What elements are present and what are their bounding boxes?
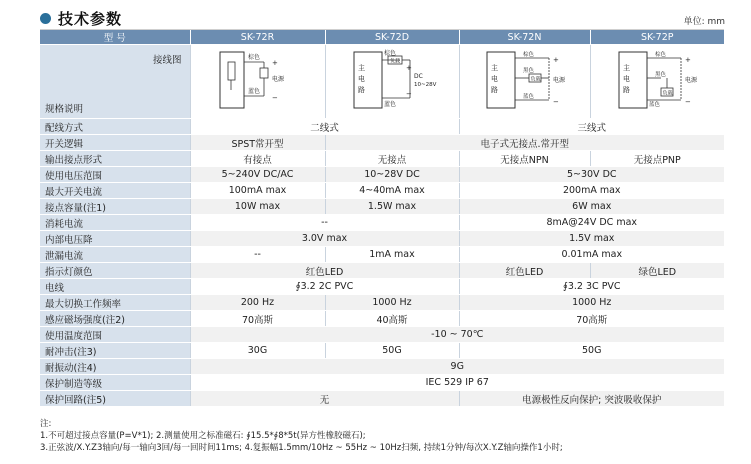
svg-text:蓝色: 蓝色 bbox=[247, 88, 260, 95]
spec-value-cell: IEC 529 IP 67 bbox=[190, 375, 724, 391]
spec-value-cell: 红色LED bbox=[190, 263, 459, 279]
spec-row bbox=[40, 263, 724, 279]
spec-value-cell: 0.01mA max bbox=[459, 247, 724, 263]
svg-text:黑色: 黑色 bbox=[522, 68, 534, 74]
pnp-wiring-diagram bbox=[609, 48, 705, 114]
svg-text:+: + bbox=[685, 56, 692, 64]
spec-row bbox=[40, 151, 724, 167]
spec-value-cell: 100mA max bbox=[190, 183, 325, 199]
spec-row-label: 电线 bbox=[40, 279, 190, 295]
unit-label: 单位: mm bbox=[683, 17, 725, 27]
spec-row bbox=[40, 199, 724, 215]
spec-value-cell: 5~30V DC bbox=[459, 167, 724, 183]
svg-text:电: 电 bbox=[623, 75, 631, 83]
spec-row bbox=[40, 247, 724, 263]
svg-text:+: + bbox=[271, 59, 278, 67]
spec-value-cell: 1000 Hz bbox=[459, 295, 724, 311]
spec-value-cell: -- bbox=[190, 247, 325, 263]
spec-row bbox=[40, 231, 724, 247]
svg-text:主: 主 bbox=[490, 64, 498, 72]
spec-value-cell: 有接点 bbox=[190, 151, 325, 167]
svg-text:−: − bbox=[552, 98, 559, 106]
spec-value-cell: 200 Hz bbox=[190, 295, 325, 311]
svg-text:电源: 电源 bbox=[552, 77, 565, 84]
spec-value-cell: 二线式 bbox=[190, 119, 459, 135]
spec-row-label: 接点容量(注1) bbox=[40, 199, 190, 215]
spec-value-cell: 30G bbox=[190, 343, 325, 359]
spec-value-cell: 3.0V max bbox=[190, 231, 459, 247]
spec-row bbox=[40, 391, 724, 407]
spec-value-cell: 无接点 bbox=[325, 151, 459, 167]
model-sk-72n: SK-72N bbox=[459, 30, 590, 45]
wiring-diagram-label-cell bbox=[40, 45, 190, 119]
svg-text:主: 主 bbox=[358, 64, 365, 72]
spec-value-cell: 70高斯 bbox=[459, 311, 724, 327]
spec-row bbox=[40, 343, 724, 359]
spec-row-label: 使用温度范围 bbox=[40, 327, 190, 343]
svg-text:电源: 电源 bbox=[685, 77, 698, 84]
spec-value-cell: 电源极性反向保护; 突波吸收保护 bbox=[459, 391, 724, 407]
spec-value-cell: 5~240V DC/AC bbox=[190, 167, 325, 183]
spec-row bbox=[40, 327, 724, 343]
svg-text:电: 电 bbox=[358, 75, 365, 83]
spec-row bbox=[40, 119, 724, 135]
svg-text:−: − bbox=[406, 90, 412, 98]
spec-value-cell: 10W max bbox=[190, 199, 325, 215]
spec-row bbox=[40, 183, 724, 199]
bullet-icon bbox=[40, 13, 51, 24]
svg-text:蓝色: 蓝色 bbox=[649, 102, 661, 108]
spec-row-label: 感应磁场强度(注2) bbox=[40, 311, 190, 327]
svg-text:10~28V: 10~28V bbox=[414, 82, 437, 88]
header-row bbox=[40, 30, 724, 45]
svg-text:棕色: 棕色 bbox=[655, 52, 667, 58]
spec-value-cell: 无接点PNP bbox=[590, 151, 724, 167]
svg-text:蓝色: 蓝色 bbox=[522, 94, 534, 100]
spec-value-cell: 1mA max bbox=[325, 247, 459, 263]
npn-wiring-diagram bbox=[477, 48, 573, 114]
spec-row bbox=[40, 135, 724, 151]
spec-row-label: 使用电压范围 bbox=[40, 167, 190, 183]
wiring-diagram-sk-72p bbox=[590, 45, 724, 119]
spec-value-cell: 无 bbox=[190, 391, 459, 407]
spec-value-cell: 无接点NPN bbox=[459, 151, 590, 167]
svg-text:黑色: 黑色 bbox=[655, 72, 667, 78]
spec-row-label: 输出接点形式 bbox=[40, 151, 190, 167]
spec-value-cell: SPST常开型 bbox=[190, 135, 325, 151]
spec-row-label: 耐冲击(注3) bbox=[40, 343, 190, 359]
spec-value-cell: -- bbox=[190, 215, 459, 231]
svg-text:棕色: 棕色 bbox=[247, 54, 260, 61]
wiring-diagram-row bbox=[40, 45, 724, 119]
spec-value-cell: 红色LED bbox=[459, 263, 590, 279]
spec-row bbox=[40, 215, 724, 231]
spec-value-cell: 200mA max bbox=[459, 183, 724, 199]
spec-value-cell: 绿色LED bbox=[590, 263, 724, 279]
svg-text:+: + bbox=[552, 56, 559, 64]
model-sk-72p: SK-72P bbox=[590, 30, 724, 45]
svg-text:路: 路 bbox=[358, 86, 365, 94]
wiring-diagram-label: 接线图 bbox=[152, 55, 182, 66]
notes-title: 注: bbox=[40, 419, 52, 429]
spec-value-cell: 电子式无接点.常开型 bbox=[325, 135, 724, 151]
svg-text:棕色: 棕色 bbox=[522, 52, 534, 58]
note-line-1: 1.不可超过接点容量(P=V*1); 2.测量使用之标准磁石: ∮15.5*∮8*5t(异方性橡胶磁石); bbox=[40, 431, 366, 441]
spec-description-label: 规格说明 bbox=[45, 104, 84, 115]
spec-value-cell: 50G bbox=[459, 343, 724, 359]
spec-row-label: 消耗电流 bbox=[40, 215, 190, 231]
svg-text:主: 主 bbox=[623, 64, 631, 72]
svg-text:路: 路 bbox=[490, 86, 498, 94]
wiring-diagram-sk-72n bbox=[459, 45, 590, 119]
section-title: 技术参数 bbox=[58, 9, 123, 28]
two-wire-wiring-diagram bbox=[344, 48, 440, 114]
spec-row-label: 内部电压降 bbox=[40, 231, 190, 247]
spec-row bbox=[40, 167, 724, 183]
spec-value-cell: 1.5V max bbox=[459, 231, 724, 247]
svg-text:电源: 电源 bbox=[271, 76, 284, 83]
svg-text:DC: DC bbox=[414, 73, 423, 80]
spec-value-cell: 1000 Hz bbox=[325, 295, 459, 311]
spec-row-label: 最大开关电流 bbox=[40, 183, 190, 199]
model-sk-72d: SK-72D bbox=[325, 30, 459, 45]
wiring-diagram-sk-72r bbox=[190, 45, 325, 119]
spec-value-cell: 6W max bbox=[459, 199, 724, 215]
note-line-2: 3.正弦波/X.Y.Z3轴向/每一轴向3回/每一回时间11ms; 4.复振幅1.5mm/10Hz ~ 55Hz ~ 10Hz扫频, 持续1分钟/每次X.Y.Z轴向操作1小时; bbox=[40, 443, 563, 453]
svg-text:负载: 负载 bbox=[662, 90, 673, 97]
section-header bbox=[40, 8, 122, 28]
spec-row-label: 配线方式 bbox=[40, 119, 190, 135]
notes-section bbox=[40, 418, 563, 454]
svg-text:路: 路 bbox=[623, 86, 631, 94]
model-sk-72r: SK-72R bbox=[190, 30, 325, 45]
model-header-label: 型 号 bbox=[40, 30, 190, 45]
svg-text:棕色: 棕色 bbox=[384, 50, 397, 57]
spec-value-cell: 70高斯 bbox=[190, 311, 325, 327]
spec-value-cell: 4~40mA max bbox=[325, 183, 459, 199]
spec-row bbox=[40, 359, 724, 375]
svg-text:负载: 负载 bbox=[530, 76, 541, 83]
svg-text:蓝色: 蓝色 bbox=[384, 101, 397, 108]
spec-table bbox=[40, 30, 724, 407]
spec-row-label: 开关逻辑 bbox=[40, 135, 190, 151]
spec-value-cell: 40高斯 bbox=[325, 311, 459, 327]
spec-row bbox=[40, 279, 724, 295]
spec-value-cell: ∮3.2 2C PVC bbox=[190, 279, 459, 295]
spec-value-cell: 9G bbox=[190, 359, 724, 375]
spec-value-cell: ∮3.2 3C PVC bbox=[459, 279, 724, 295]
spec-row-label: 耐振动(注4) bbox=[40, 359, 190, 375]
spec-value-cell: 8mA@24V DC max bbox=[459, 215, 724, 231]
spec-value-cell: 1.5W max bbox=[325, 199, 459, 215]
spec-value-cell: 10~28V DC bbox=[325, 167, 459, 183]
svg-text:−: − bbox=[271, 94, 278, 102]
svg-text:负载: 负载 bbox=[390, 58, 401, 65]
spec-value-cell: 三线式 bbox=[459, 119, 724, 135]
spec-row-label: 指示灯颜色 bbox=[40, 263, 190, 279]
spec-row-label: 最大切换工作频率 bbox=[40, 295, 190, 311]
spec-value-cell: -10 ~ 70℃ bbox=[190, 327, 724, 343]
spec-row bbox=[40, 375, 724, 391]
wiring-diagram-sk-72d bbox=[325, 45, 459, 119]
svg-text:+: + bbox=[406, 64, 412, 72]
spec-row bbox=[40, 295, 724, 311]
reed-switch-wiring-diagram bbox=[210, 48, 306, 114]
spec-value-cell: 50G bbox=[325, 343, 459, 359]
spec-row-label: 保护制造等级 bbox=[40, 375, 190, 391]
spec-row bbox=[40, 311, 724, 327]
spec-row-label: 保护回路(注5) bbox=[40, 391, 190, 407]
svg-text:−: − bbox=[685, 98, 692, 106]
spec-row-label: 泄漏电流 bbox=[40, 247, 190, 263]
svg-text:电: 电 bbox=[490, 75, 498, 83]
